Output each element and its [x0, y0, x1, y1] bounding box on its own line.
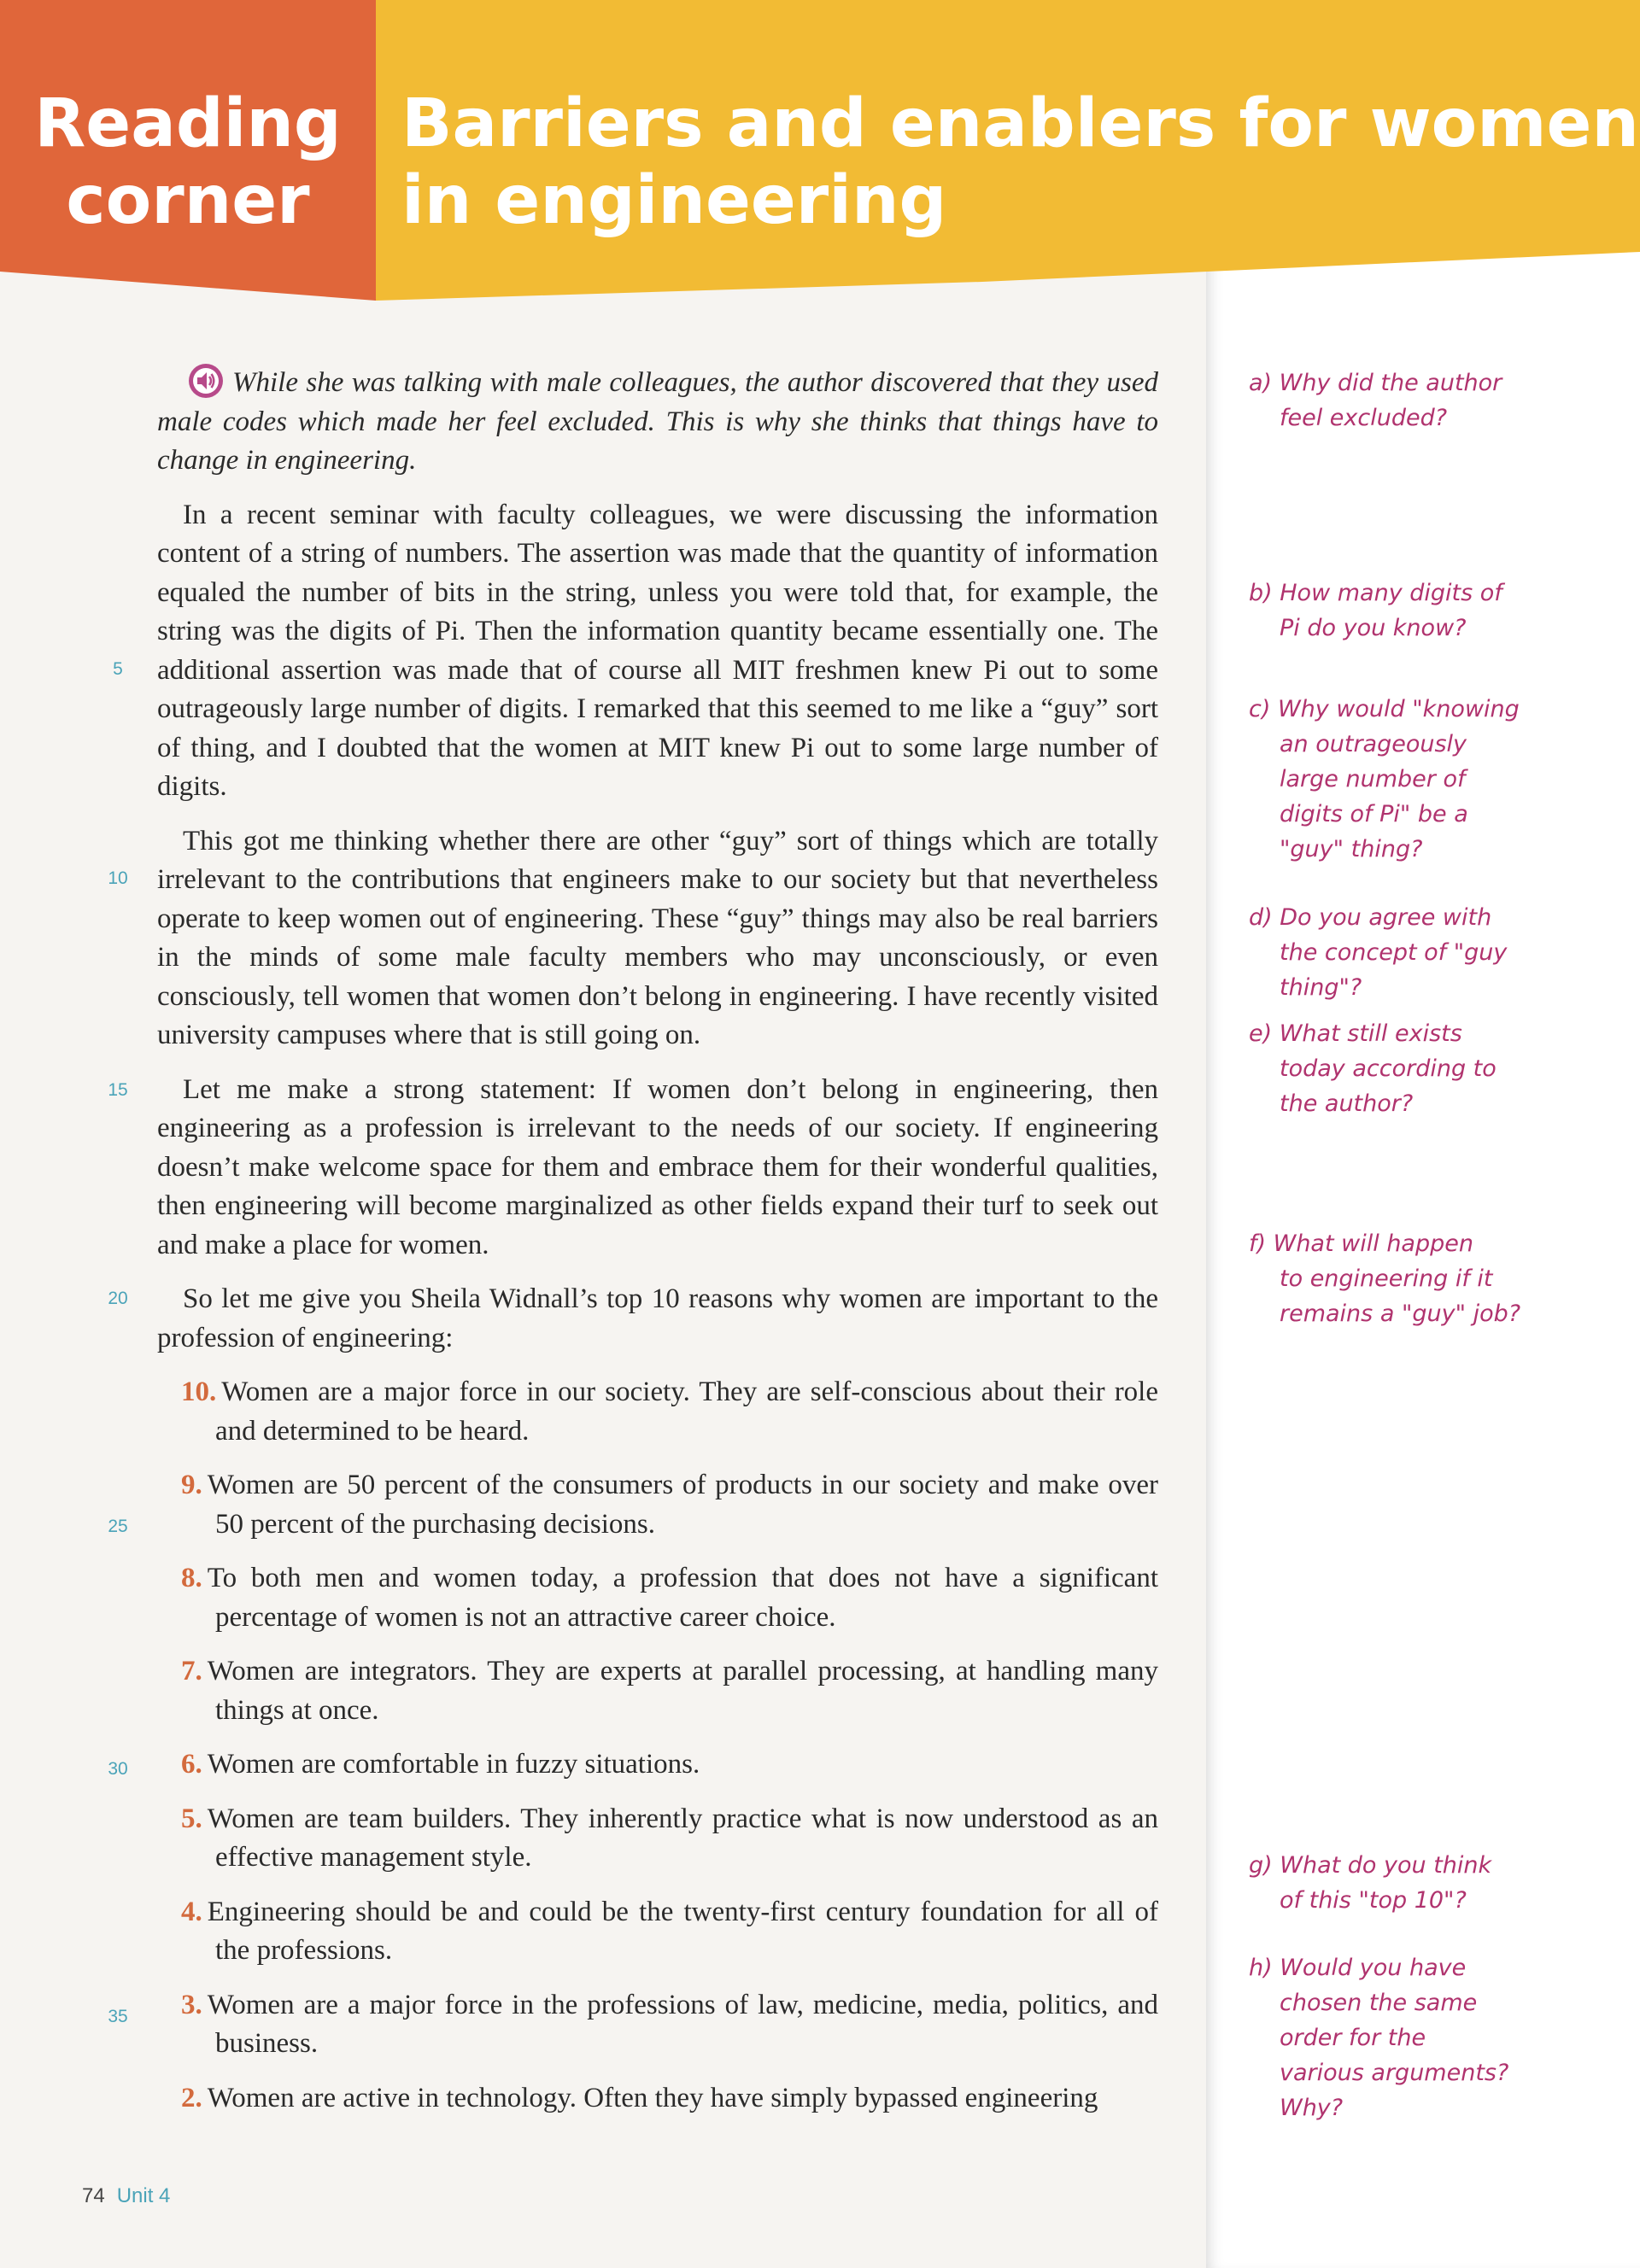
line-number: 35	[108, 2007, 128, 2026]
question-c	[1249, 692, 1531, 867]
question-line: "guy" thing?	[1280, 836, 1423, 862]
reason-text: Women are 50 percent of the consumers of products in our society and make over 50 percent of the purchasing decisions.	[207, 1470, 1158, 1540]
list-item	[157, 2079, 1158, 2119]
question-line: the concept of "guy	[1280, 939, 1508, 966]
top-10-reasons-list	[157, 1373, 1158, 2118]
question-line: Pi do you know?	[1280, 615, 1467, 641]
question-line: digits of Pi" be a	[1280, 801, 1468, 827]
page-number: 74	[82, 2184, 105, 2207]
list-item	[157, 1986, 1158, 2064]
list-item	[157, 1559, 1158, 1637]
reason-number: 6.	[181, 1749, 202, 1780]
line-number: 10	[108, 868, 128, 888]
reason-number: 9.	[181, 1470, 202, 1500]
line-number: 25	[108, 1517, 128, 1536]
list-item	[157, 1373, 1158, 1451]
question-line: today according to	[1280, 1055, 1496, 1082]
reason-number: 10.	[181, 1377, 217, 1407]
question-line: e) What still exists	[1249, 1020, 1462, 1047]
section-label-line-2: corner	[66, 162, 310, 239]
paragraph-1: In a recent seminar with faculty colleagues, we were discussing the information content of a string of numbers. The assertion was made that the quantity of information equaled the number of bits in the string, unless you were told that, for example, the string was the digits of Pi. Then the information quantity became essentially one. The additional assertion was made that of course all MIT freshmen knew Pi out to some outrageously large number of digits. I remarked that this seemed to me like a “guy” sort of thing, and I doubted that the women at MIT knew Pi out to some large number of digits.	[157, 499, 1158, 802]
list-item	[157, 1893, 1158, 1971]
list-item	[157, 1466, 1158, 1544]
question-line: b) How many digits of	[1249, 580, 1502, 606]
list-item	[157, 1652, 1158, 1730]
section-label-line-1: Reading	[34, 85, 342, 162]
question-line: g) What do you think	[1249, 1852, 1492, 1879]
question-g	[1249, 1848, 1531, 1918]
question-line: various arguments?	[1280, 2060, 1509, 2086]
paragraph-2: This got me thinking whether there are other “guy” sort of things which are totally irrelevant to the contributions that engineers make to our society but that nevertheless operate to keep women out of engineering. These “guy” things may also be real barriers in the minds of some male faculty members who may unconsciously, or even consciously, tell women that women don’t belong in engineering. I have recently visited university campuses where that is still going on.	[157, 825, 1158, 1050]
question-line: the author?	[1280, 1090, 1414, 1117]
question-line: h) Would you have	[1249, 1955, 1467, 1981]
question-line: Why?	[1280, 2095, 1344, 2121]
audio-speaker-icon[interactable]	[188, 363, 224, 399]
question-line: c) Why would "knowing	[1249, 696, 1520, 722]
reason-number: 8.	[181, 1563, 202, 1593]
intro-text: While she was talking with male colleagues, the author discovered that they used male codes which made her feel excluded. This is why she thinks that things have to change in engineering.	[157, 367, 1158, 476]
question-line: order for the	[1280, 2025, 1426, 2051]
reason-number: 7.	[181, 1656, 202, 1686]
page-title-line-1: Barriers and enablers for women	[401, 85, 1639, 162]
reason-number: 2.	[181, 2082, 202, 2113]
question-line: chosen the same	[1280, 1990, 1478, 2016]
line-number: 5	[113, 659, 123, 679]
question-line: an outrageously	[1280, 731, 1467, 757]
page-title-line-2: in engineering	[401, 162, 947, 239]
reason-number: 3.	[181, 1989, 202, 2020]
reason-text: Engineering should be and could be the twenty-first century foundation for all of the professions.	[207, 1896, 1158, 1966]
question-d	[1249, 900, 1531, 1005]
paragraph-3: Let me make a strong statement: If women don’t belong in engineering, then engineering as a profession is irrelevant to the needs of our society. If engineering doesn’t make welcome space for them and embrace them for their wonderful qualities, then engineering will become marginalized as other fields expand their turf to seek out and make a place for women.	[157, 1073, 1158, 1260]
reason-text: Women are a major force in the professions of law, medicine, media, politics, and business.	[207, 1989, 1158, 2059]
question-line: a) Why did the author	[1249, 370, 1502, 396]
reason-number: 4.	[181, 1896, 202, 1927]
line-number: 15	[108, 1080, 128, 1100]
question-line: to engineering if it	[1280, 1266, 1493, 1292]
question-line: d) Do you agree with	[1249, 904, 1492, 931]
reason-text: Women are active in technology. Often they have simply bypassed engineering	[207, 2082, 1098, 2113]
reason-text: Women are a major force in our society. They are self-conscious about their role and determined to be heard.	[215, 1377, 1158, 1447]
article-text	[157, 363, 1158, 2133]
intro-paragraph	[157, 363, 1158, 481]
question-e	[1249, 1016, 1531, 1121]
question-line: f) What will happen	[1249, 1230, 1473, 1257]
section-label	[0, 85, 376, 239]
reason-text: Women are comfortable in fuzzy situations.	[207, 1749, 700, 1780]
question-h	[1249, 1950, 1531, 2125]
question-line: remains a "guy" job?	[1280, 1301, 1521, 1327]
reason-text: To both men and women today, a profession that does not have a significant percentage of women is not an attractive career choice.	[207, 1563, 1158, 1633]
question-line: feel excluded?	[1280, 405, 1448, 431]
unit-label: Unit 4	[116, 2184, 171, 2207]
line-number: 30	[108, 1759, 128, 1779]
question-line: thing"?	[1280, 974, 1362, 1001]
questions-margin	[1206, 0, 1640, 2268]
page-title	[401, 85, 1639, 239]
reason-number: 5.	[181, 1803, 202, 1834]
reason-text: Women are team builders. They inherently practice what is now understood as an effective management style.	[207, 1803, 1158, 1873]
line-number: 20	[108, 1289, 128, 1308]
question-line: of this "top 10"?	[1280, 1887, 1467, 1914]
list-item	[157, 1800, 1158, 1878]
reason-text: Women are integrators. They are experts at parallel processing, at handling many things at once.	[207, 1656, 1158, 1726]
list-item	[157, 1745, 1158, 1785]
question-f	[1249, 1226, 1531, 1331]
question-line: large number of	[1280, 766, 1466, 792]
question-a	[1249, 365, 1531, 435]
question-b	[1249, 576, 1531, 646]
paragraph-4: So let me give you Sheila Widnall’s top 10 reasons why women are important to the profession of engineering:	[157, 1283, 1158, 1353]
page-footer	[82, 2184, 170, 2208]
